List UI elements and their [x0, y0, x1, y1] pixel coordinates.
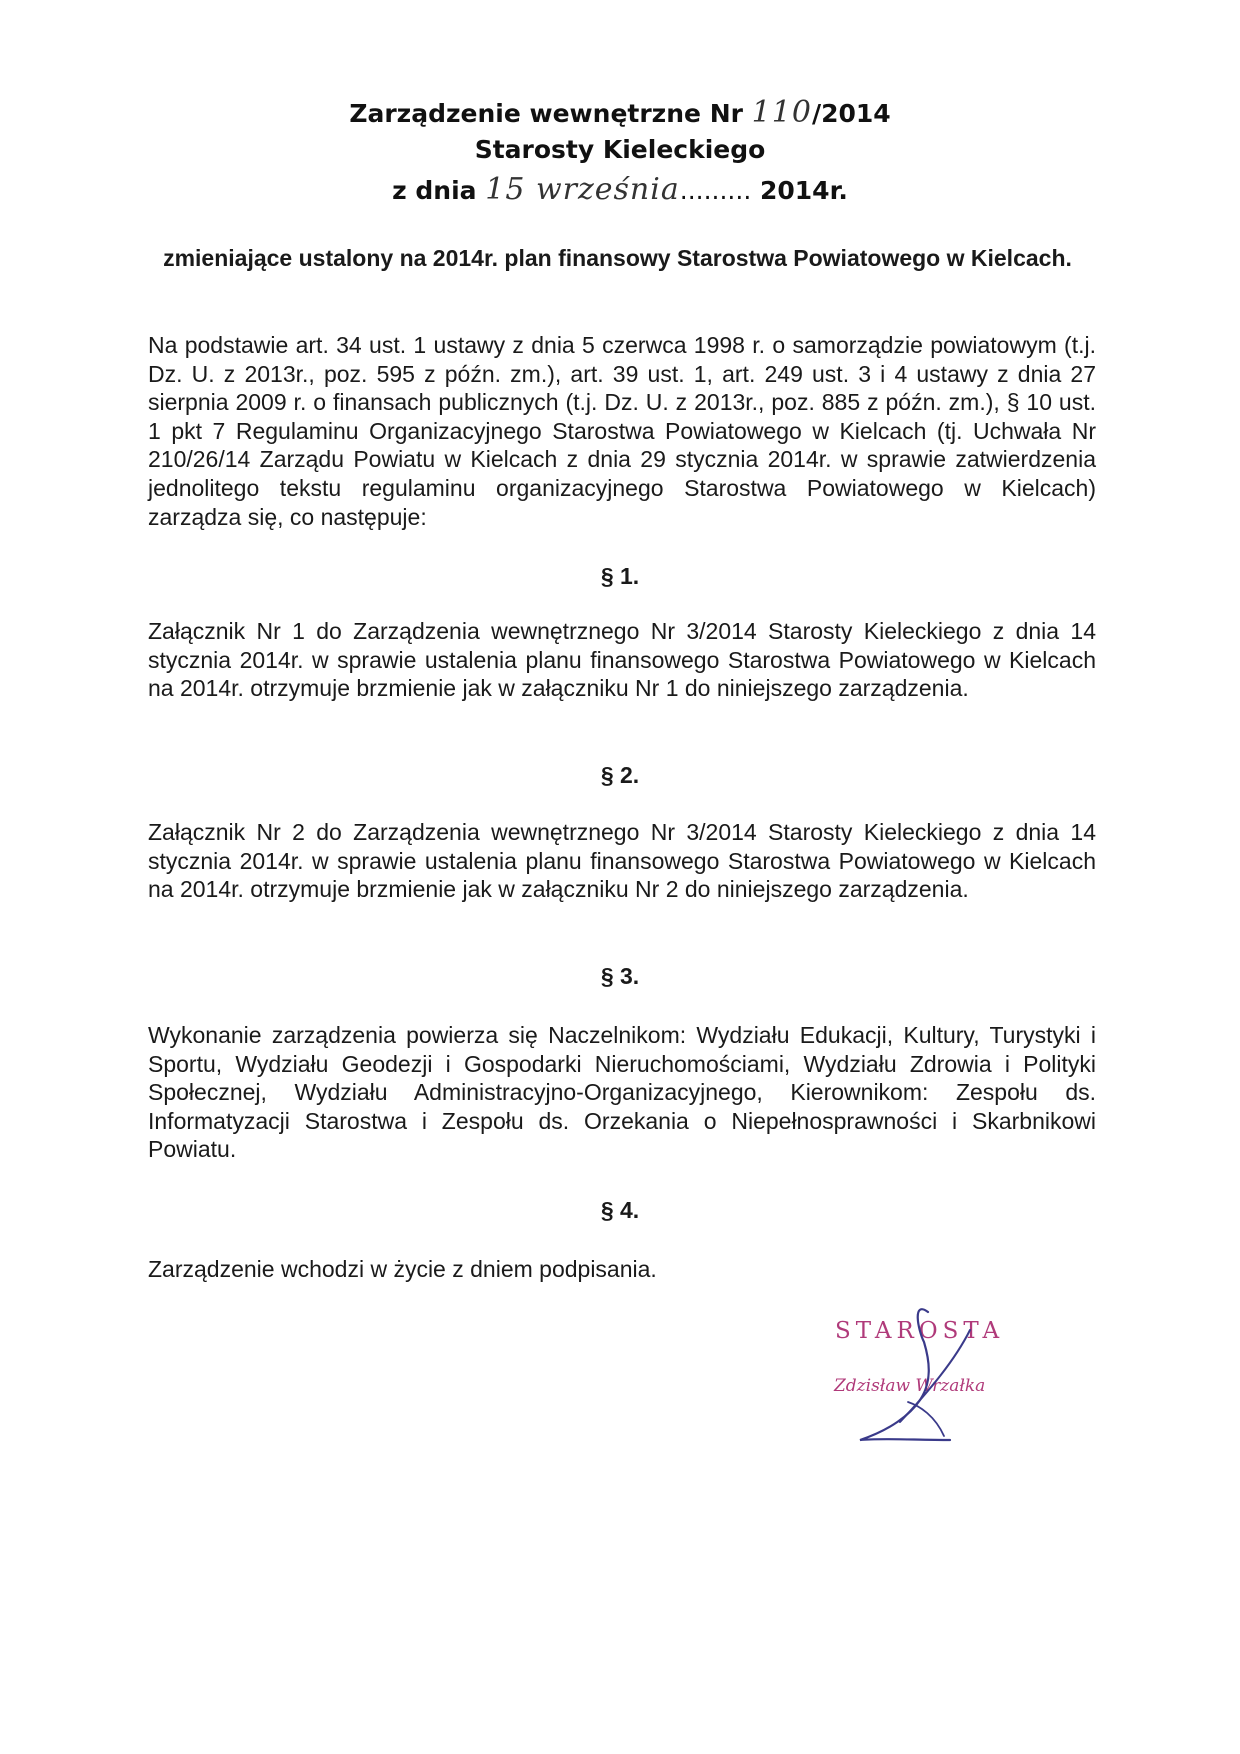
date-dots: .........	[679, 176, 752, 205]
section-3-heading: § 3.	[600, 963, 640, 989]
handwritten-number: 110	[751, 95, 812, 130]
section-3-text: Wykonanie zarządzenia powierza się Naczelnikom: Wydziału Edukacji, Kultury, Turystyki i Sportu, Wydziału Geodezji i Gospodarki Nieruchomościami, Wydziału Zdrowia i Polityki Społecznej, Wydziału Administracyjno-Organizacyjnego, Kierownikom: Zespołu ds. Informatyzacji Starostwa i Zespołu ds. Orzekania o Niepełnosprawności i Skarbnikowi Powiatu.	[148, 1022, 1096, 1163]
document-issuer: Starosty Kieleckiego	[474, 135, 766, 164]
section-1-text: Załącznik Nr 1 do Zarządzenia wewnętrznego Nr 3/2014 Starosty Kieleckiego z dnia 14 stycznia 2014r. w sprawie ustalenia planu finansowego Starostwa Powiatowego w Kielcach na 2014r. otrzymuje brzmienie jak w załączniku Nr 1 do niniejszego zarządzenia.	[148, 618, 1096, 702]
document-subject: zmieniające ustalony na 2014r. plan finansowy Starostwa Powiatowego w Kielcach.	[163, 245, 1072, 271]
date-prefix: z dnia	[392, 176, 477, 205]
section-2-text: Załącznik Nr 2 do Zarządzenia wewnętrznego Nr 3/2014 Starosty Kieleckiego z dnia 14 stycznia 2014r. w sprawie ustalenia planu finansowego Starostwa Powiatowego w Kielcach na 2014r. otrzymuje brzmienie jak w załączniku Nr 2 do niniejszego zarządzenia.	[148, 819, 1096, 903]
legal-basis-paragraph: Na podstawie art. 34 ust. 1 ustawy z dnia 5 czerwca 1998 r. o samorządzie powiatowym (t.j. Dz. U. z 2013r., poz. 595 z późn. zm.), art. 39 ust. 1, art. 249 ust. 3 i 4 ustawy z dnia 27 sierpnia 2009 r. o finansach publicznych (t.j. Dz. U. z 2013r., poz. 885 z późn. zm.), § 10 ust. 1 pkt 7 Regulaminu Organizacyjnego Starostwa Powiatowego w Kielcach (tj. Uchwała Nr 210/26/14 Zarządu Powiatu w Kielcach z dnia 29 stycznia 2014r. w sprawie zatwierdzenia jednolitego tekstu regulaminu organizacyjnego Starostwa Powiatowego w Kielcach) zarządza się, co następuje:	[148, 332, 1096, 530]
section-2-heading: § 2.	[600, 762, 640, 788]
starosta-stamp	[820, 1290, 1020, 1450]
handwritten-signature	[820, 1290, 1020, 1450]
stamp-title: STAROSTA	[835, 1318, 1005, 1344]
document-title	[0, 95, 1240, 130]
stamp-name: Zdzisław Wrzałka	[834, 1376, 986, 1396]
section-4-heading: § 4.	[600, 1197, 640, 1223]
handwritten-date: 15 września	[485, 172, 680, 207]
date-suffix: 2014r.	[760, 176, 848, 205]
section-1-heading: § 1.	[600, 563, 640, 589]
section-4-text: Zarządzenie wchodzi w życie z dniem podpisania.	[148, 1256, 657, 1282]
document-date	[0, 172, 1240, 207]
title-suffix: /2014	[811, 99, 891, 128]
title-prefix: Zarządzenie wewnętrzne Nr	[349, 99, 743, 128]
